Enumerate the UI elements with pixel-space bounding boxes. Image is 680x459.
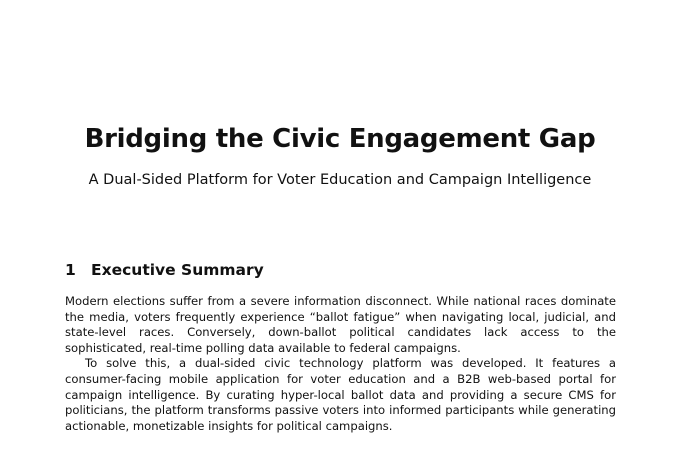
document-title: Bridging the Civic Engagement Gap <box>84 124 596 154</box>
section-body <box>65 294 616 434</box>
paragraph: To solve this, a dual-sided civic technology platform was developed. It features a consumer-facing mobile application for voter education and a B2B web-based portal for campaign intelligence. By curating hyper-local ballot data and providing a secure CMS for politicians, the platform transforms passive voters into informed participants while generating actionable, monetizable insights for political campaigns. <box>65 356 616 433</box>
document-subtitle: A Dual-Sided Platform for Voter Education and Campaign Intelligence <box>88 172 592 188</box>
paragraph: Modern elections suffer from a severe information disconnect. While national races dominate the media, voters frequently experience “ballot fatigue” when navigating local, judicial, and state-level races. Conversely, down-ballot political candidates lack access to the sophisticated, real-time polling data available to federal campaigns. <box>65 294 616 355</box>
section-title: Executive Summary <box>91 261 264 279</box>
section-number: 1 <box>65 261 76 279</box>
section-heading <box>65 261 264 279</box>
